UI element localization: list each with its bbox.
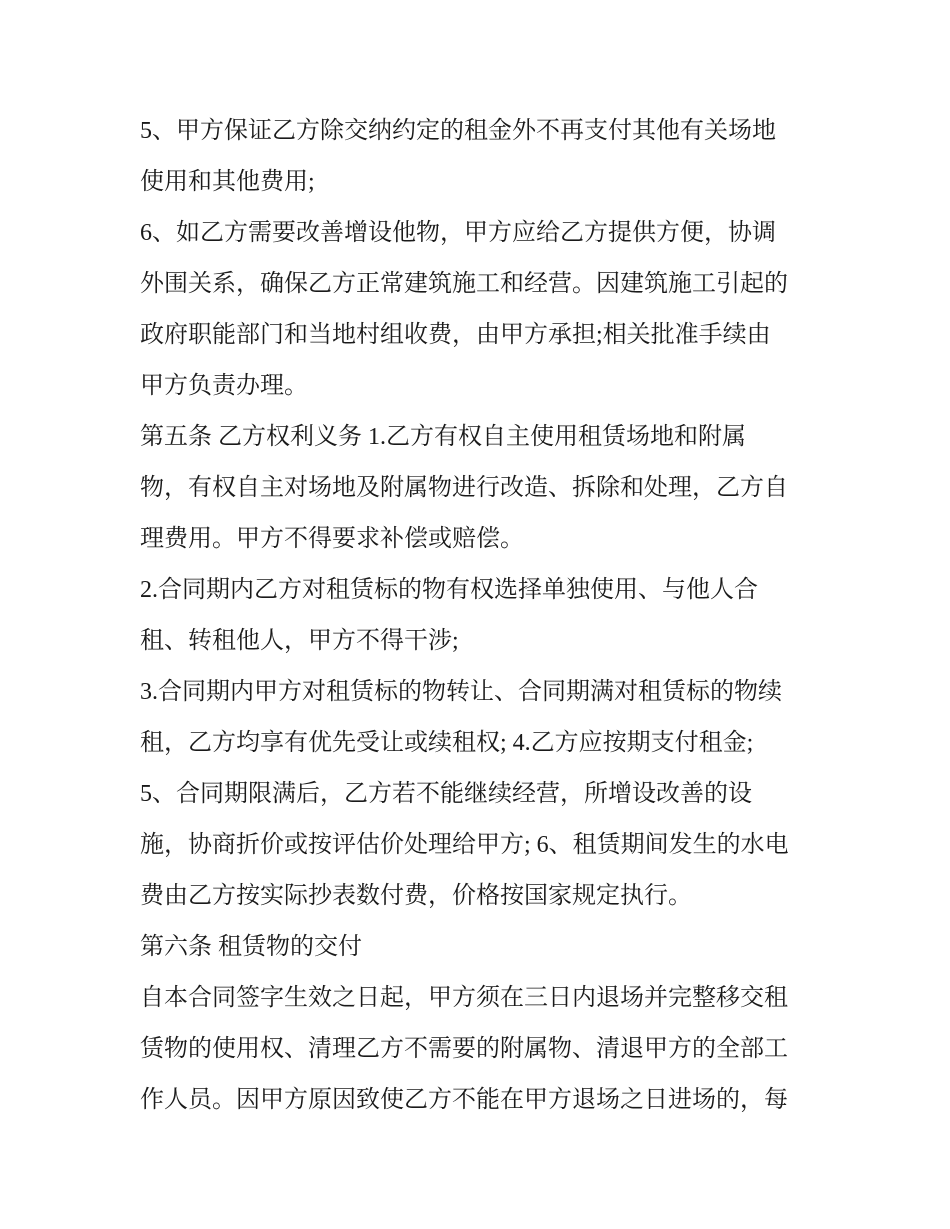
text-line: 5、合同期限满后，乙方若不能继续经营，所增设改善的设 xyxy=(140,781,752,807)
text-line: 自本合同签字生效之日起，甲方须在三日内退场并完整移交租 xyxy=(140,985,788,1011)
text-line: 施，协商折价或按评估价处理给甲方; 6、租赁期间发生的水电 xyxy=(140,832,789,858)
text-line: 使用和其他费用; xyxy=(140,169,315,195)
text-line: 3.合同期内甲方对租赁标的物转让、合同期满对租赁标的物续 xyxy=(140,679,782,705)
text-line: 物，有权自主对场地及附属物进行改造、拆除和处理，乙方自 xyxy=(140,475,788,501)
text-line: 2.合同期内乙方对租赁标的物有权选择单独使用、与他人合 xyxy=(140,577,758,603)
article-heading-line: 第五条 乙方权利义务 1.乙方有权自主使用租赁场地和附属 xyxy=(140,424,746,450)
text-line: 租、转租他人，甲方不得干涉; xyxy=(140,628,459,654)
text-line: 6、如乙方需要改善增设他物，甲方应给乙方提供方便，协调 xyxy=(140,220,776,246)
contract-text xyxy=(140,106,820,1126)
text-line: 赁物的使用权、清理乙方不需要的附属物、清退甲方的全部工 xyxy=(140,1036,788,1062)
text-line: 5、甲方保证乙方除交纳约定的租金外不再支付其他有关场地 xyxy=(140,118,776,144)
text-line: 费由乙方按实际抄表数付费，价格按国家规定执行。 xyxy=(140,883,692,909)
text-line: 甲方负责办理。 xyxy=(140,373,308,399)
text-line: 理费用。甲方不得要求补偿或赔偿。 xyxy=(140,526,524,552)
text-line: 作人员。因甲方原因致使乙方不能在甲方退场之日进场的，每 xyxy=(140,1087,788,1113)
article-heading-line: 第六条 租赁物的交付 xyxy=(140,934,362,960)
text-line: 租，乙方均享有优先受让或续租权; 4.乙方应按期支付租金; xyxy=(140,730,754,756)
text-line: 外围关系，确保乙方正常建筑施工和经营。因建筑施工引起的 xyxy=(140,271,788,297)
text-line: 政府职能部门和当地村组收费，由甲方承担;相关批准手续由 xyxy=(140,322,771,348)
